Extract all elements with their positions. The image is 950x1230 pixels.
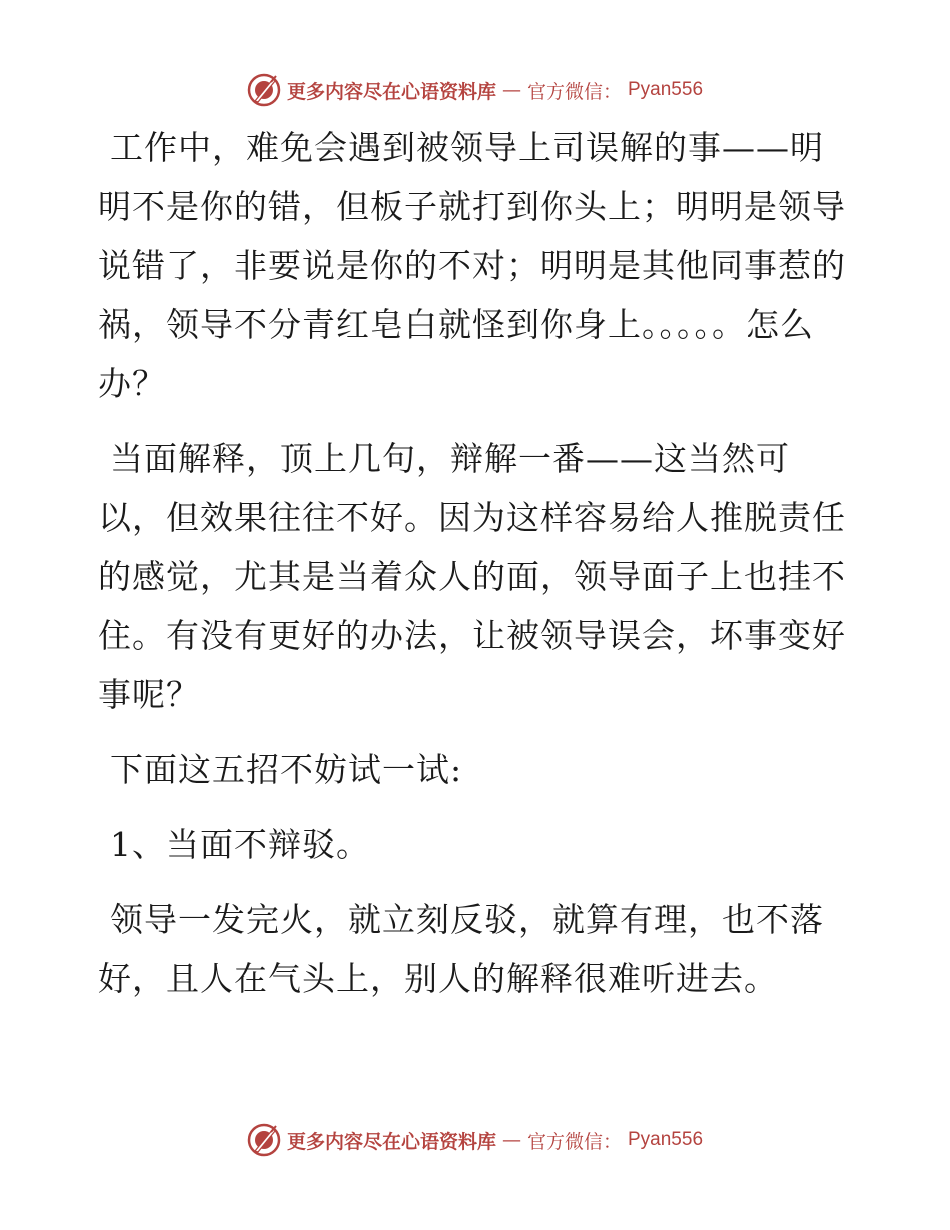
paragraph-2: 当面解释，顶上几句，辩解一番——这当然可以，但效果往往不好。因为这样容易给人推脱责任的感觉，尤其是当着众人的面，领导面子上也挂不住。有没有更好的办法，让被领导误会，坏事变好事呢？	[98, 439, 846, 714]
paragraph-4: 1、当面不辩驳。	[110, 825, 370, 864]
paragraph-1: 工作中，难免会遇到被领导上司误解的事——明明不是你的错，但板子就打到你头上；明明是领导说错了，非要说是你的不对；明明是其他同事惹的祸，领导不分青红皂白就怪到你身上。。。。。怎么办？	[98, 128, 846, 403]
quill-logo-icon	[247, 1123, 281, 1157]
paragraph-5: 领导一发完火，就立刻反驳，就算有理，也不落好，且人在气头上，别人的解释很难听进去。	[98, 900, 824, 998]
quill-logo-icon	[247, 73, 281, 107]
document-body	[98, 118, 852, 1024]
footer-brand-text: 更多内容尽在心语资料库	[286, 1130, 496, 1153]
header-wechat-id: Pyan556	[628, 79, 704, 100]
footer-banner	[0, 1120, 950, 1160]
footer-dash: —	[501, 1129, 521, 1151]
header-dash: —	[501, 79, 521, 101]
header-brand-text: 更多内容尽在心语资料库	[286, 80, 496, 103]
footer-wechat-id: Pyan556	[628, 1129, 704, 1150]
footer-wechat-label: 官方微信：	[526, 1130, 622, 1153]
header-banner	[0, 70, 950, 110]
paragraph-3: 下面这五招不妨试一试:	[110, 750, 463, 789]
header-wechat-label: 官方微信：	[526, 80, 622, 103]
